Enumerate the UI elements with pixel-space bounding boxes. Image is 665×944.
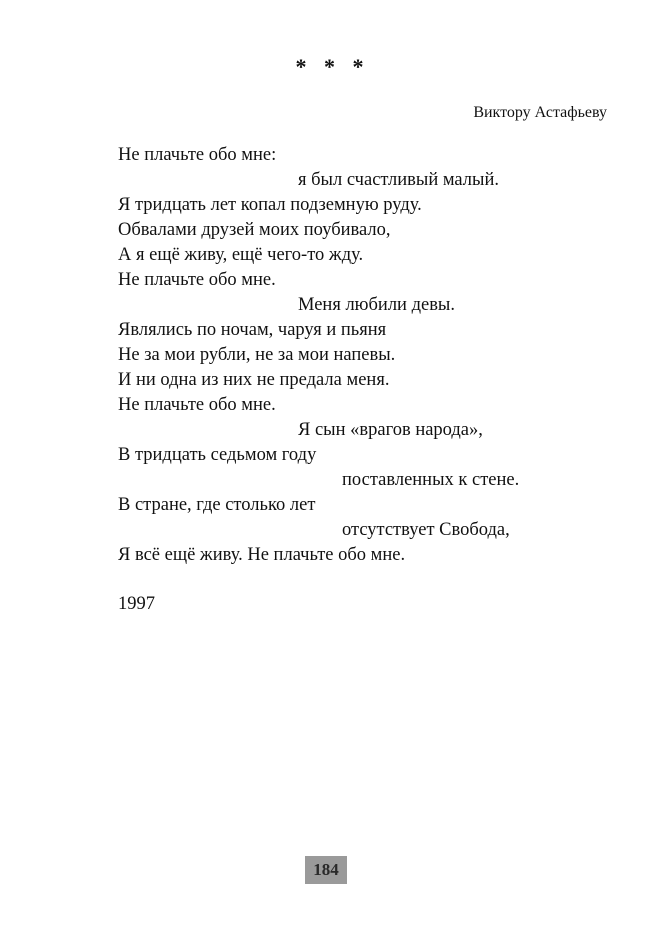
- poem-line: И ни одна из них не предала меня.: [118, 370, 390, 390]
- poem-line: В тридцать седьмом году: [118, 445, 317, 465]
- poem-line: Я тридцать лет копал подземную руду.: [118, 195, 422, 215]
- page-number: 184: [305, 856, 347, 884]
- poem-line: А я ещё живу, ещё чего-то жду.: [118, 245, 364, 265]
- poem-line: Не плачьте обо мне:: [118, 145, 277, 165]
- poem-line: Меня любили девы.: [298, 295, 455, 315]
- poem-line: Не за мои рубли, не за мои напевы.: [118, 345, 396, 365]
- poem-line: Являлись по ночам, чаруя и пьяня: [118, 320, 387, 340]
- poem-year: 1997: [118, 594, 155, 614]
- poem-line: отсутствует Свобода,: [342, 520, 510, 540]
- poem-line: я был счастливый малый.: [298, 170, 499, 190]
- poem-line: Обвалами друзей моих поубивало,: [118, 220, 391, 240]
- poem-line: поставленных к стене.: [342, 470, 520, 490]
- section-ornament: * * *: [295, 54, 370, 79]
- poem-line: Я всё ещё живу. Не плачьте обо мне.: [118, 545, 406, 565]
- poem-line: Не плачьте обо мне.: [118, 270, 276, 290]
- poem-line: Не плачьте обо мне.: [118, 395, 276, 415]
- poem-body: [0, 143, 665, 568]
- dedication: Виктору Астафьеву: [473, 104, 607, 121]
- poem-line: Я сын «врагов народа»,: [298, 420, 483, 440]
- poem-line: В стране, где столько лет: [118, 495, 316, 515]
